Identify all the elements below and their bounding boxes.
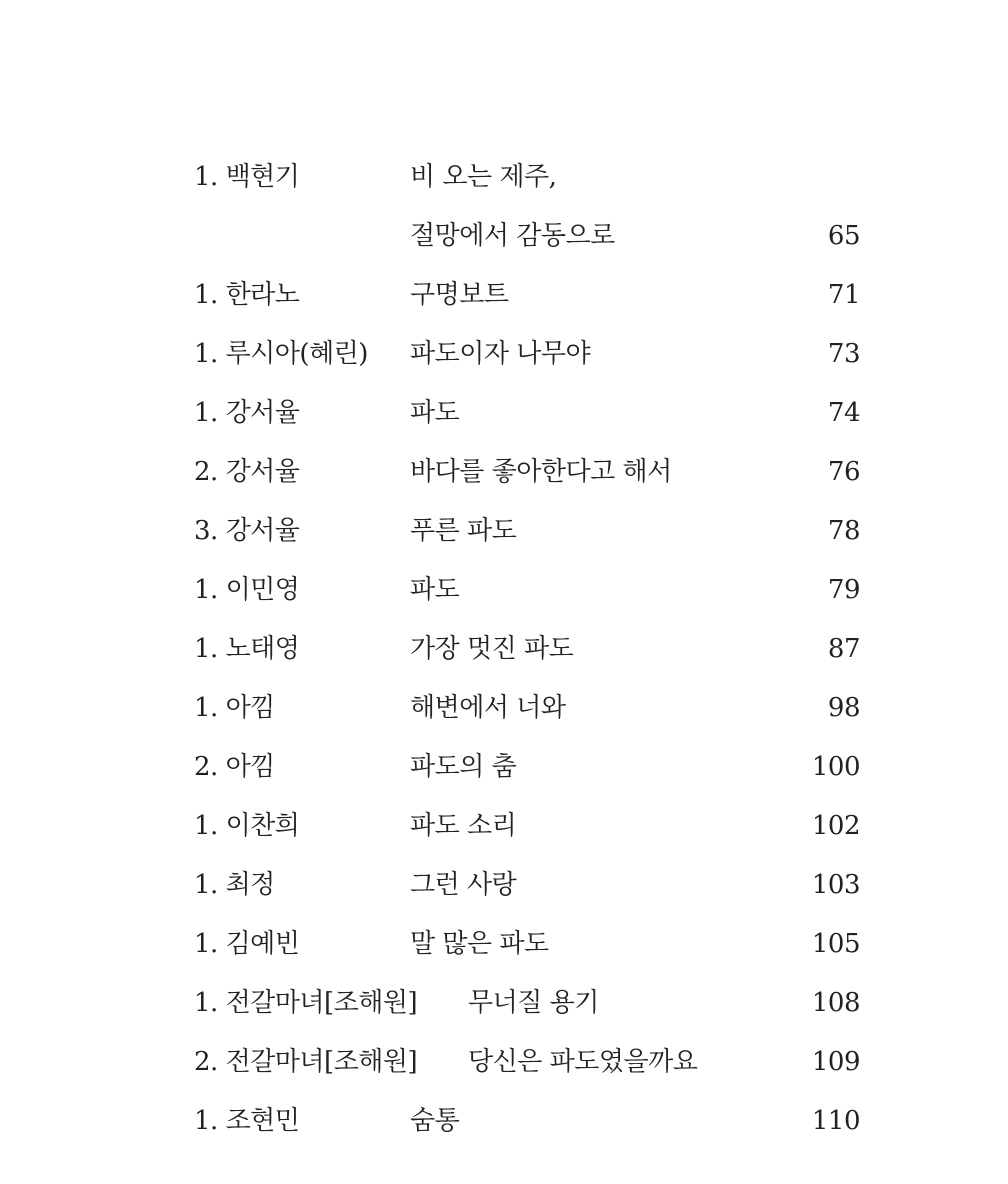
- toc-title: 비 오는 제주,: [410, 162, 557, 192]
- toc-entry: [0, 511, 1008, 551]
- toc-author: 1. 전갈마녀[조해원]: [194, 988, 418, 1018]
- toc-page-number: 78: [827, 516, 860, 546]
- toc-entry: [0, 865, 1008, 905]
- toc-title: 그런 사랑: [410, 870, 517, 900]
- toc-page-number: 87: [827, 634, 860, 664]
- toc-entry: [0, 157, 1008, 197]
- toc-title: 절망에서 감동으로: [410, 221, 615, 251]
- toc-author: 1. 백현기: [194, 162, 300, 192]
- toc-page-number: 100: [811, 752, 860, 782]
- toc-author: 1. 노태영: [194, 634, 300, 664]
- toc-page-number: 65: [827, 221, 860, 251]
- toc-title: 파도: [410, 398, 460, 428]
- toc-page-number: 79: [827, 575, 860, 605]
- toc-title: 해변에서 너와: [410, 693, 566, 723]
- toc-title: 말 많은 파도: [410, 929, 549, 959]
- toc-author: 2. 강서율: [194, 457, 300, 487]
- toc-author: 1. 이민영: [194, 575, 300, 605]
- toc-entry: [0, 983, 1008, 1023]
- toc-title: 구명보트: [410, 280, 509, 310]
- toc-author: 1. 조현민: [194, 1106, 300, 1136]
- toc-title: 파도 소리: [410, 811, 517, 841]
- toc-title: 당신은 파도였을까요: [468, 1047, 698, 1077]
- toc-title: 파도: [410, 575, 460, 605]
- toc-entry: [0, 688, 1008, 728]
- toc-author: 1. 이찬희: [194, 811, 300, 841]
- toc-entry: [0, 570, 1008, 610]
- toc-entry: [0, 393, 1008, 433]
- toc-page-number: 71: [827, 280, 860, 310]
- toc-page-number: 102: [811, 811, 860, 841]
- toc-entry: [0, 747, 1008, 787]
- toc-page-number: 73: [827, 339, 860, 369]
- toc-entry: [0, 216, 1008, 256]
- toc-page-number: 98: [827, 693, 860, 723]
- toc-entry: [0, 629, 1008, 669]
- toc-author: 3. 강서율: [194, 516, 300, 546]
- toc-entry: [0, 806, 1008, 846]
- toc-author: 1. 최정: [194, 870, 275, 900]
- toc-author: 2. 아낌: [194, 752, 275, 782]
- toc-title: 숨통: [410, 1106, 460, 1136]
- toc-page-number: 105: [811, 929, 860, 959]
- toc-title: 파도이자 나무야: [410, 339, 591, 369]
- toc-page-number: 110: [811, 1106, 860, 1136]
- toc-author: 1. 김예빈: [194, 929, 300, 959]
- toc-entry: [0, 275, 1008, 315]
- toc-entry: [0, 334, 1008, 374]
- toc-author: 1. 강서율: [194, 398, 300, 428]
- toc-author: 2. 전갈마녀[조해원]: [194, 1047, 418, 1077]
- toc-page-number: 103: [811, 870, 860, 900]
- toc-entry: [0, 1101, 1008, 1141]
- toc-page-number: 74: [827, 398, 860, 428]
- toc-title: 무너질 용기: [468, 988, 599, 1018]
- toc-author: 1. 아낌: [194, 693, 275, 723]
- toc-entry: [0, 1042, 1008, 1082]
- toc-page-number: 109: [811, 1047, 860, 1077]
- toc-author: 1. 루시아(혜린): [194, 339, 368, 369]
- toc-title: 바다를 좋아한다고 해서: [410, 457, 672, 487]
- toc-page-number: 76: [827, 457, 860, 487]
- toc-title: 푸른 파도: [410, 516, 517, 546]
- toc-page-number: 108: [811, 988, 860, 1018]
- toc-title: 파도의 춤: [410, 752, 517, 782]
- toc-title: 가장 멋진 파도: [410, 634, 574, 664]
- toc-entry: [0, 452, 1008, 492]
- toc-entry: [0, 924, 1008, 964]
- toc-author: 1. 한라노: [194, 280, 300, 310]
